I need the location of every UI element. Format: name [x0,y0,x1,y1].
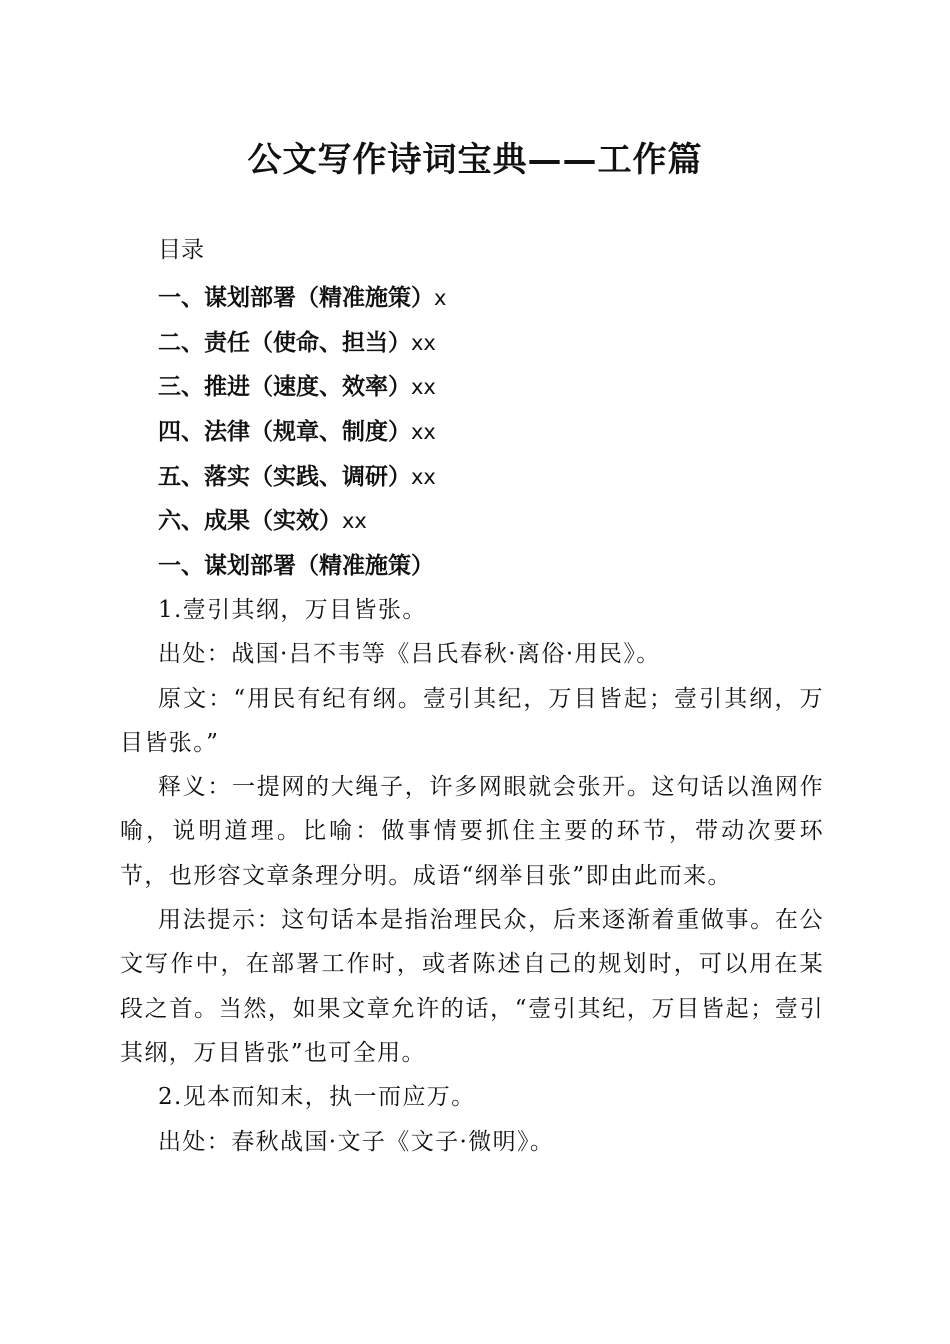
quote-explanation: 释义：一提网的大绳子，许多网眼就会张开。这句话以渔网作喻，说明道理。比喻：做事情要抓住主要的环节，带动次要环节，也形容文章条理分明。成语“纲举目张”即由此而来。 [120,774,824,889]
toc-item [158,365,446,410]
toc-item [158,455,446,500]
toc-item-page: xx [411,375,436,400]
toc-item-page: xx [411,330,436,355]
toc-label: 目录 [158,237,204,263]
toc-item-text: 一、谋划部署（精准施策） [158,285,434,311]
toc-item [158,499,446,544]
toc-item-page: xx [411,464,436,489]
toc-item [158,410,446,455]
toc-item-text: 五、落实（实践、调研） [158,463,411,490]
toc-item [158,321,446,366]
quote-source: 出处：春秋战国·文子《文子·微明》。 [158,1128,555,1155]
document-title: 公文写作诗词宝典——工作篇 [247,140,703,180]
section-heading: 一、谋划部署（精准施策） [158,553,434,579]
toc-item-page: xx [342,509,367,534]
toc-item-page: x [434,286,447,310]
quote-title: 2.见本而知末，执一而应万。 [158,1084,476,1111]
quote-source: 出处：战国·吕不韦等《吕氏春秋·离俗·用民》。 [158,641,661,668]
toc-item-text: 四、法律（规章、制度） [158,419,411,446]
toc-item-page: xx [411,420,436,445]
quote-usage-tip: 用法提示：这句话本是指治理民众，后来逐渐着重做事。在公文写作中，在部署工作时，或者陈述自己的规划时，可以用在某段之首。当然，如果文章允许的话，“壹引其纪，万目皆起；壹引其纲，万目皆张”也可全用。 [120,907,824,1066]
toc-item [158,276,446,321]
table-of-contents [158,276,446,544]
quote-title: 1.壹引其纲，万目皆张。 [158,597,427,623]
toc-item-text: 二、责任（使命、担当） [158,329,411,356]
toc-item-text: 六、成果（实效） [158,508,342,535]
toc-item-text: 三、推进（速度、效率） [158,374,411,401]
quote-original-text: 原文：“用民有纪有纲。壹引其纪，万目皆起；壹引其纲，万目皆张。” [120,685,824,756]
section-body [120,588,824,1164]
